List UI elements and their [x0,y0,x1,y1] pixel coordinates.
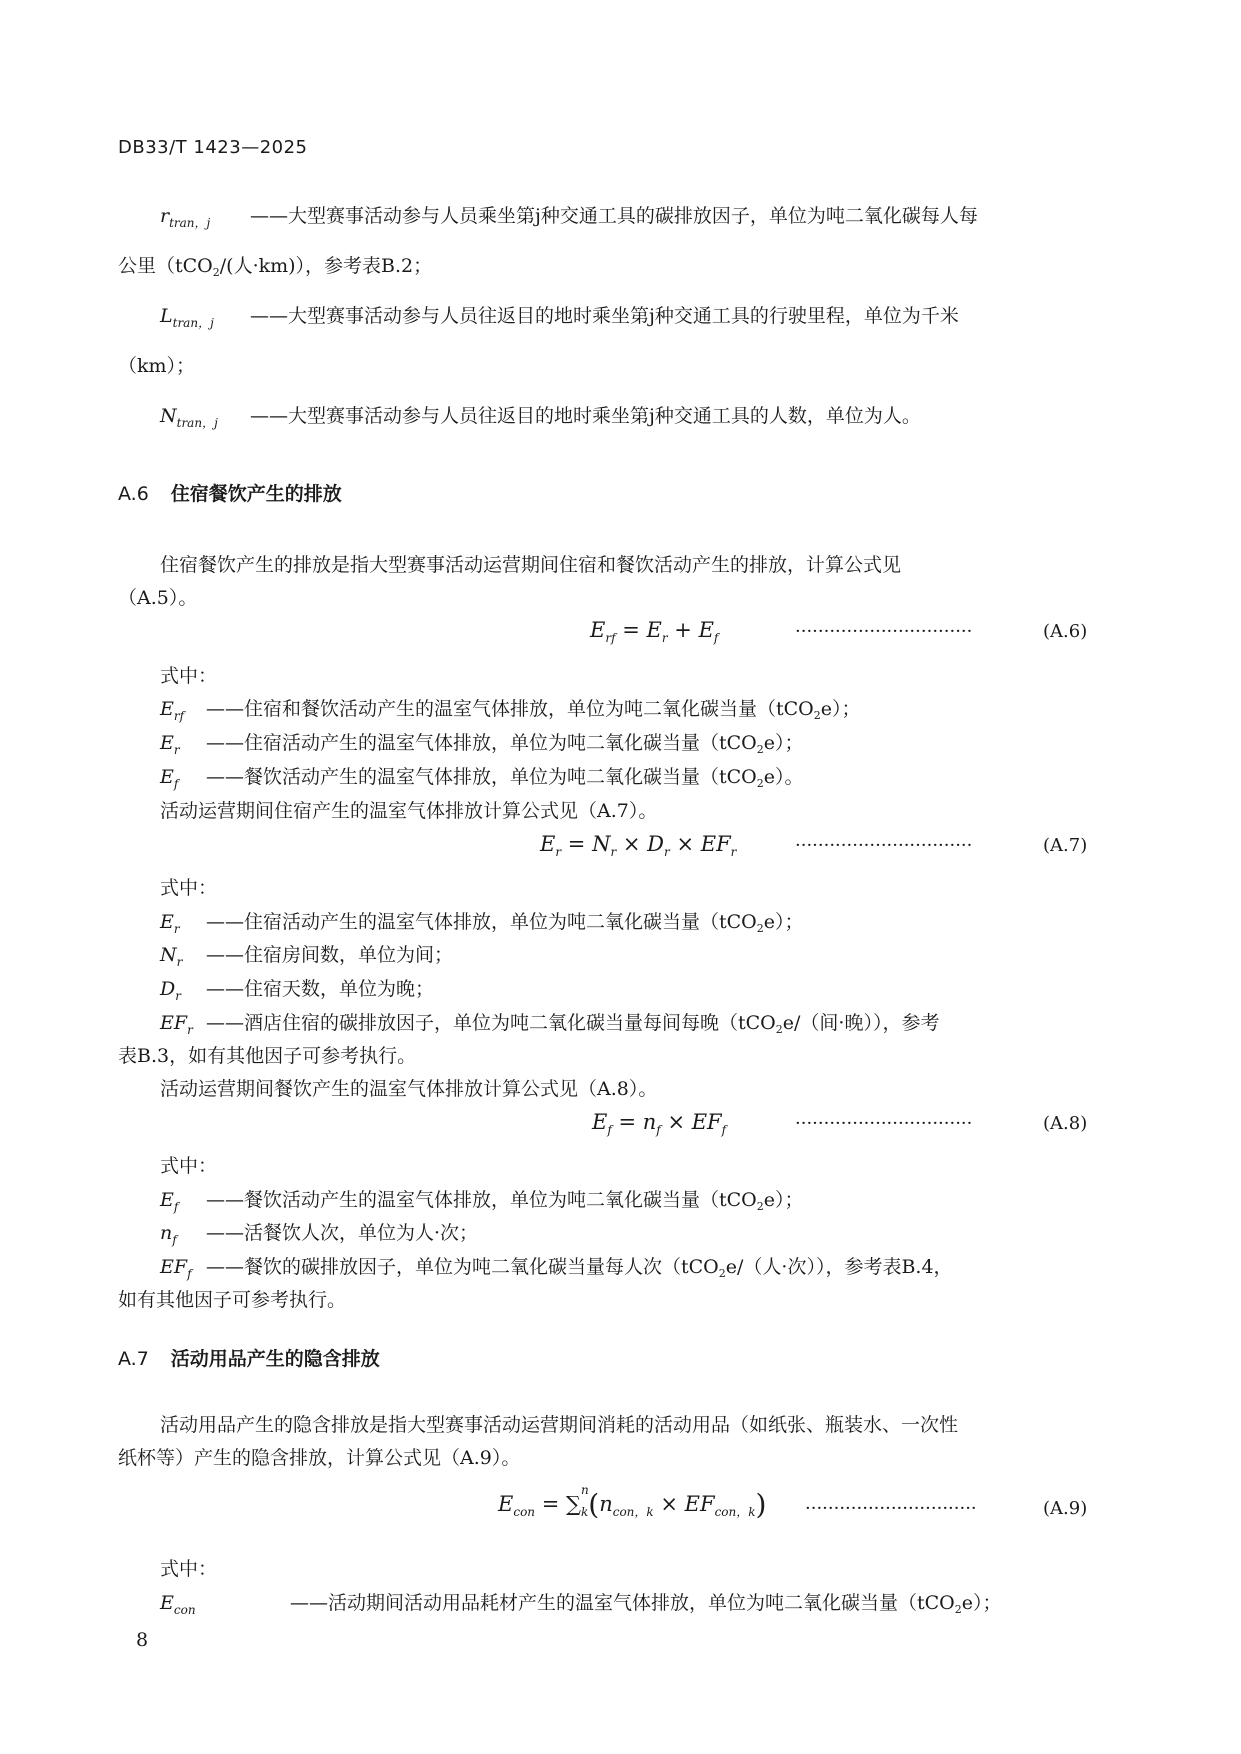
var-ef2-symbol: $E_f$ [160,1189,179,1214]
where-label-3: 式中： [160,1155,218,1177]
var-n-tran-desc: ——大型赛事活动参与人员往返目的地时乘坐第j种交通工具的人数，单位为人。 [250,405,921,427]
where-label-4: 式中： [160,1558,218,1580]
var-r-tran-continuation: 公里（tCO$_2$/(人·km)），参考表B.2； [118,255,433,279]
section-a6-intro-line1: 住宿餐饮产生的排放是指大型赛事活动运营期间住宿和餐饮活动产生的排放，计算公式见 [160,554,902,576]
equation-a7-leader: ······························· [795,835,973,856]
var-nr-row: $N_r$ ——住宿房间数，单位为间； [160,944,454,969]
dining-intro: 活动运营期间餐饮产生的温室气体排放计算公式见（A.8）。 [160,1078,658,1100]
equation-a6-tag: (A.6) [1043,621,1088,642]
var-l-tran-desc: ——大型赛事活动参与人员往返目的地时乘坐第j种交通工具的行驶里程，单位为千米 [250,305,959,327]
var-n-tran-symbol: $N_{tran,j}$ [160,405,218,430]
var-ef-row: $E_f$ ——餐饮活动产生的温室气体排放，单位为吨二氧化碳当量（tCO$_2$e）。 [160,766,804,791]
equation-a8: $E_f = n_f \times EF_f$ [592,1110,727,1137]
page-number: 8 [136,1629,149,1651]
var-dr-row: $D_r$ ——住宿天数，单位为晚； [160,978,435,1003]
var-r-tran-symbol: $r_{tran,j}$ [160,205,211,230]
equation-a7: $E_r = N_r \times D_r \times EF_r$ [540,832,737,859]
var-nr-symbol: $N_r$ [160,944,183,969]
var-eff-symbol: $EF_f$ [160,1256,192,1281]
section-a7-heading [118,1347,380,1371]
var-dr-symbol: $D_r$ [160,978,181,1003]
var-erf-row: $E_{rf}$ ——住宿和餐饮活动产生的温室气体排放，单位为吨二氧化碳当量（tCO$_2$e）； [160,698,861,723]
document-id: DB33/T 1423—2025 [118,137,308,158]
var-ef2-row: $E_f$ ——餐饮活动产生的温室气体排放，单位为吨二氧化碳当量（tCO$_2$e）； [160,1189,804,1214]
var-r-tran-desc: ——大型赛事活动参与人员乘坐第j种交通工具的碳排放因子，单位为吨二氧化碳每人每 [250,205,978,227]
var-eff-row: $EF_f$ ——餐饮的碳排放因子，单位为吨二氧化碳当量每人次（tCO$_2$e/（人·次）），参考表B.4， [160,1256,953,1281]
var-nf-row: $n_f$ ——活餐饮人次，单位为人·次； [160,1222,479,1247]
lodging-intro: 活动运营期间住宿产生的温室气体排放计算公式见（A.7）。 [160,800,658,822]
var-n-tran-row [160,404,921,428]
var-l-tran-symbol: $L_{tran,j}$ [160,305,214,330]
var-erf-symbol: $E_{rf}$ [160,698,185,723]
var-er2-symbol: $E_r$ [160,911,180,936]
var-efr-symbol: $EF_r$ [160,1012,193,1037]
equation-a9-tag: (A.9) [1043,1498,1088,1519]
var-econ-symbol: $E_{con}$ [160,1592,196,1617]
section-a7-intro-line1: 活动用品产生的隐含排放是指大型赛事活动运营期间消耗的活动用品（如纸张、瓶装水、一次性 [160,1414,959,1436]
var-er-desc: ——住宿活动产生的温室气体排放，单位为吨二氧化碳当量（tCO [206,732,757,754]
var-er2-row: $E_r$ ——住宿活动产生的温室气体排放，单位为吨二氧化碳当量（tCO$_2$e）； [160,911,804,936]
section-a7-title: 活动用品产生的隐含排放 [170,1348,380,1370]
var-eff-continuation: 如有其他因子可参考执行。 [118,1289,347,1311]
var-er-row: $E_r$ ——住宿活动产生的温室气体排放，单位为吨二氧化碳当量（tCO$_2$e）； [160,732,804,757]
section-a6-title: 住宿餐饮产生的排放 [170,483,342,505]
where-label-1: 式中： [160,665,218,687]
section-a6-heading [118,482,342,506]
where-label-2: 式中： [160,877,218,899]
equation-a6: $E_{rf} = E_r + E_f$ [590,618,719,645]
var-r-tran-row [160,204,978,228]
var-econ-row: $E_{con}$ ——活动期间活动用品耗材产生的温室气体排放，单位为吨二氧化碳当量（tCO$_2$e）； [160,1592,1002,1617]
var-efr-row: $EF_r$ ——酒店住宿的碳排放因子，单位为吨二氧化碳当量每间每晚（tCO$_2$e/（间·晚）），参考 [160,1012,940,1037]
var-ef-symbol: $E_f$ [160,766,179,791]
equation-a8-tag: (A.8) [1043,1113,1088,1134]
var-erf-desc: ——住宿和餐饮活动产生的温室气体排放，单位为吨二氧化碳当量（tCO [206,698,814,720]
section-a6-intro-line2: （A.5）。 [118,587,198,609]
equation-a9-leader: ······························ [805,1498,977,1519]
equation-a8-leader: ······························· [795,1113,973,1134]
var-l-tran-row [160,304,959,328]
section-a7-number: A.7 [118,1348,149,1370]
var-nf-symbol: $n_f$ [160,1222,177,1247]
equation-a7-tag: (A.7) [1043,835,1088,856]
section-a6-number: A.6 [118,483,149,505]
section-a7-intro-line2: 纸杯等）产生的隐含排放，计算公式见（A.9）。 [118,1447,521,1469]
var-efr-continuation: 表B.3，如有其他因子可参考执行。 [118,1045,417,1067]
var-l-tran-continuation: （km）； [118,355,196,377]
equation-a9: $E_{con}$ = ∑ n $_k(n_{con,k} \times EF_{con,k})$ [498,1483,767,1521]
equation-a6-leader: ······························· [795,621,973,642]
var-er-symbol: $E_r$ [160,732,180,757]
var-ef-desc: ——餐饮活动产生的温室气体排放，单位为吨二氧化碳当量（tCO [206,766,757,788]
